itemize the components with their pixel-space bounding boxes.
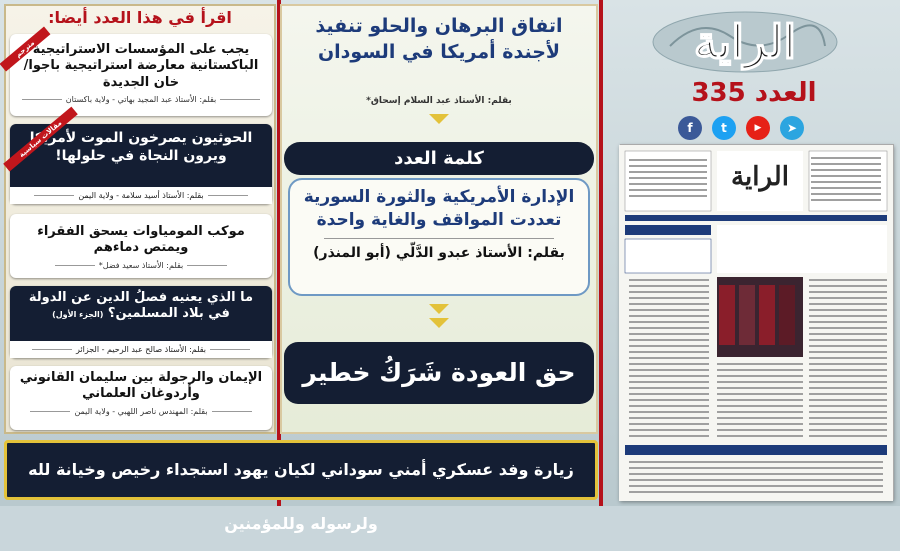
cover-logo-text: الراية (731, 162, 789, 192)
article-byline (10, 187, 272, 204)
al-raya-logo (650, 6, 840, 80)
main-headline[interactable]: اتفاق البرهان والحلو تنفيذ لأجندة أمريكا في السودان (315, 15, 563, 63)
divider (210, 349, 250, 350)
article-byline-text: بقلم: المهندس ناصر اللهبي - ولاية اليمن (74, 406, 208, 416)
article-card-pakistan[interactable] (10, 34, 272, 116)
article-headline: يجب على المؤسسات الاستراتيجية الباكستانية معارضة استراتيجية باجوا/ خان الجديدة (23, 42, 259, 90)
also-in-issue-title: اقرأ في هذا العدد أيضا: (48, 8, 232, 27)
twitter-icon[interactable]: t (712, 116, 736, 140)
article-card-suleiman-erdogan[interactable] (10, 366, 272, 430)
article-card-houthis[interactable] (10, 118, 272, 204)
logo-text: الراية (693, 15, 797, 69)
chevron-down-icon (429, 318, 449, 328)
divider (324, 238, 554, 239)
article-byline-text: بقلم: الأستاذ سعيد فضل* (98, 260, 184, 270)
chevron-down-icon (429, 304, 449, 314)
also-in-this-issue-panel (4, 4, 276, 434)
article-byline-text: بقلم: الأستاذ عبد المجيد بهاتي - ولاية باكستان (65, 94, 217, 104)
issue-number: العدد 335 (691, 78, 817, 108)
article-headline: موكب المومياوات يسحق الفقراء ويمتص دماءهم (37, 224, 245, 256)
column-divider (599, 0, 603, 506)
telegram-icon[interactable]: ➤ (780, 116, 804, 140)
divider (212, 411, 252, 412)
word-article-title: الإدارة الأمريكية والثورة السورية تعددت المواقف والغاية واحدة (303, 187, 575, 230)
main-articles-panel (280, 4, 598, 434)
social-links (678, 116, 804, 140)
chevron-down-icon (429, 114, 449, 124)
bottom-headline-banner[interactable]: زيارة وفد عسكري أمني سوداني لكيان يهود استجداء رخيص وخيانة لله ولرسوله وللمؤمنين (4, 440, 598, 500)
article-byline (10, 91, 272, 108)
article-part-label: (الجزء الأول) (52, 310, 104, 320)
divider (22, 99, 62, 100)
article-card-mummies[interactable] (10, 214, 272, 278)
masthead-panel (604, 0, 900, 506)
newspaper-cover-thumbnail[interactable] (620, 144, 894, 500)
word-of-issue-header: كلمة العدد (284, 142, 594, 175)
article-byline-text: بقلم: الأستاذ أسيد سلامة - ولاية اليمن (78, 191, 204, 200)
divider (208, 195, 248, 196)
word-article-author: بقلم: الأستاذ عبدو الدَّلّي (أبو المنذر) (313, 244, 565, 261)
article-headline (10, 286, 272, 323)
article-byline (10, 341, 272, 358)
political-articles-badge: مقالات سياسية (3, 107, 78, 172)
right-of-return-article[interactable]: حق العودة شَرَكُ خطير (284, 342, 594, 404)
article-byline-text: بقلم: الأستاذ صالح عبد الرحيم - الجزائر (75, 345, 207, 354)
article-card-secularism[interactable] (10, 286, 272, 358)
article-byline (10, 257, 272, 274)
divider (187, 265, 227, 266)
article-headline-text: ما الذي يعنيه فصلُ الدين عن الدولة في بلاد المسلمين؟ (28, 290, 254, 322)
article-headline: الإيمان والرجولة بين سليمان القانوني وأردوغان العلماني (19, 370, 263, 402)
divider (32, 349, 72, 350)
facebook-icon[interactable]: f (678, 116, 702, 140)
divider (34, 195, 74, 196)
divider (220, 99, 260, 100)
main-author: بقلم: الأستاذ عبد السلام إسحاق* (366, 96, 512, 106)
youtube-icon[interactable]: ▶ (746, 116, 770, 140)
newspaper-cover-image (619, 145, 893, 501)
divider (30, 411, 70, 412)
translated-badge: مترجم (0, 26, 51, 71)
article-byline (10, 403, 272, 420)
article-headline: الحوثيون يصرخون الموت لأمريكا ويرون النجاة في حلولها! (29, 130, 253, 164)
divider (55, 265, 95, 266)
word-of-issue-article[interactable] (288, 178, 590, 296)
